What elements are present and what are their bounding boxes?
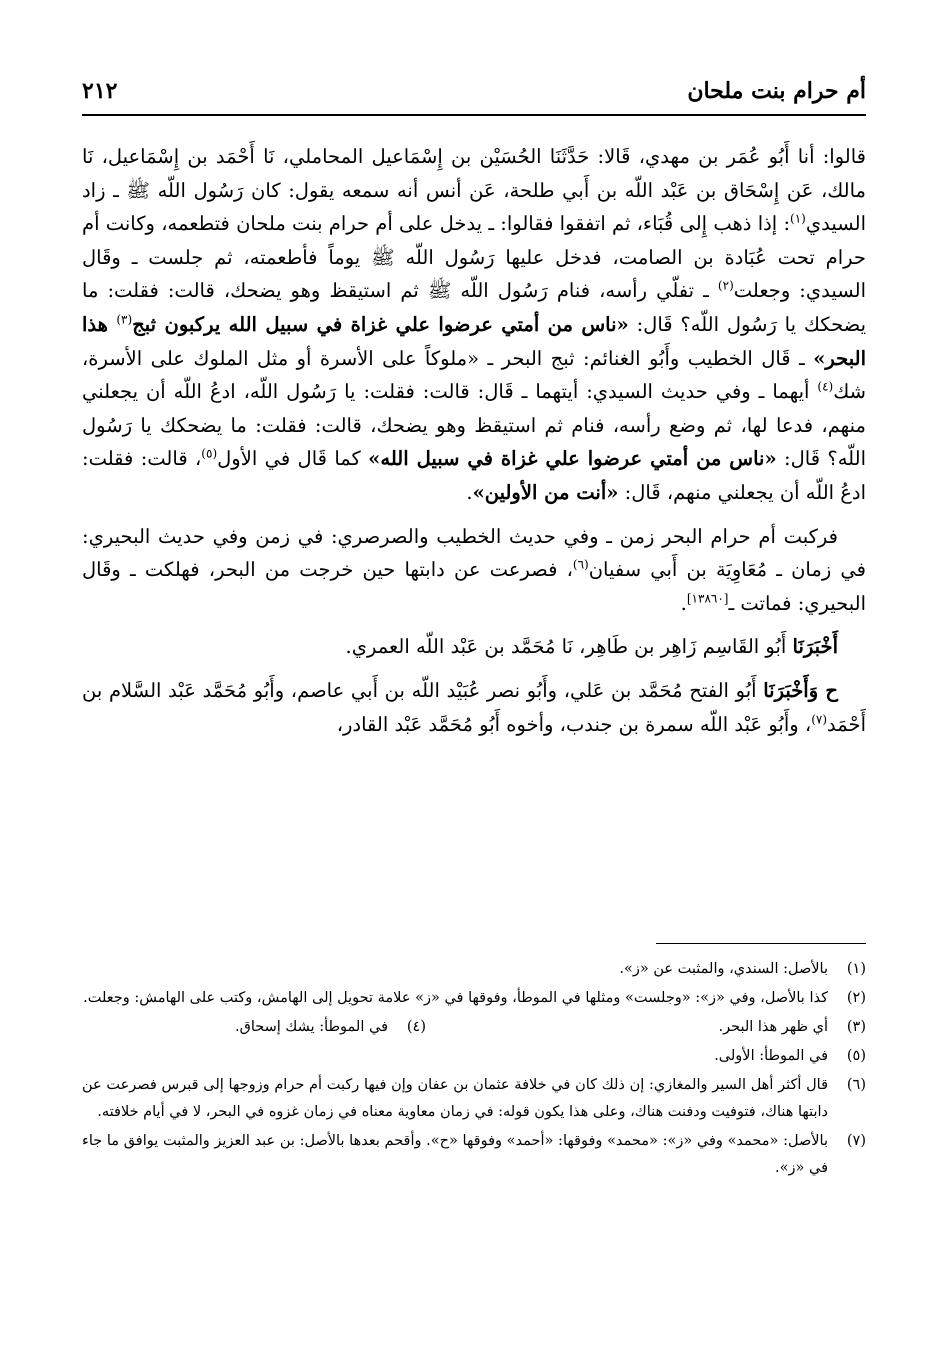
footnote <box>82 956 866 983</box>
paragraph-1: قالوا: أنا أَبُو عُمَر بن مهدي، قَالا: حَدَّثَنَا الحُسَيْن بن إِسْمَاعيل المحاملي، نَا أَحْمَد بن إِسْمَاعيل، نَا مالك، عَن إِسْحَاق بن عَبْد اللّه بن أَبي طلحة، عَن أنس أنه سمعه يقول: كان رَسُول اللّه ﷺ ـ زاد السيدي$^{(١)}$: إذا ذهب إِلى قُبَاء، ثم اتفقوا فقالوا: ـ يدخل على أم حرام بنت ملحان فتطعمه، وكانت أم حرام تحت عُبَادة بن الصامت، فدخل عليها رَسُول اللّه ﷺ يوماً فأطعمته، ثم جلست ـ وقَال السيدي: وجعلت$^{(٢)}$ ـ تفلّي رأسه، فنام رَسُول اللّه ﷺ ثم استيقظ وهو يضحك، قالت: فقلت: ما يضحكك يا رَسُول اللّه؟ قَال: «ناس من أمتي عرضوا علي غزاة في سبيل الله يركبون ثبج$^{(٣)}$ هذا البحر» ـ قَال الخطيب وأَبُو الغنائم: ثبج البحر ـ «ملوكاً على الأسرة أو مثل الملوك على الأسرة، شك$^{(٤)}$ أيهما ـ وفي حديث السيدي: أيتهما ـ قَال: قالت: فقلت: يا رَسُول اللّه، ادعُ اللّه أن يجعلني منهم، فدعا لها، ثم وضع رأسه، فنام ثم استيقظ وهو يضحك، قالت: فقلت: ما يضحكك يا رَسُول اللّه؟ قَال: «ناس من أمتي عرضوا علي غزاة في سبيل الله» كما قَال في الأول$^{(٥)}$، قالت: فقلت: ادعُ اللّه أن يجعلني منهم، قَال: «أنت من الأولين». <box>82 145 866 504</box>
footnote-text: بالأصل: «محمد» وفي «ز»: «محمد» وفوقها: «أحمد» وفوقها «ح». وأقحم بعدها بالأصل: بن عبد العزيز والمثبت يوافق ما جاء في «ز». <box>82 1133 828 1176</box>
footnote-ref-4: (٤) <box>817 379 834 394</box>
footnote <box>82 1128 866 1182</box>
footnote-text: في الموطأ: يشك إسحاق. <box>234 1019 388 1035</box>
footnote <box>82 1043 866 1070</box>
footnote-pair <box>82 1014 866 1043</box>
footnote-text: بالأصل: السندي، والمثبت عن «ز». <box>619 961 828 977</box>
main-text <box>82 140 866 751</box>
footnote-number: (٣) <box>846 1019 866 1035</box>
page-header <box>82 70 866 112</box>
footnotes <box>82 956 866 1184</box>
footnote <box>82 1072 866 1126</box>
footnote-number: (٢) <box>846 990 866 1006</box>
paragraph-4: ح وَأَخْبَرَنَا أَبُو الفتح مُحَمَّد بن عَلي، وأَبُو نصر عُبَيْد اللّه بن أَبي عاصم، وأَبُو مُحَمَّد عَبْد السَّلام بن أَحْمَد$^{(٧)}$، وأَبُو عَبْد اللّه سمرة بن جندب، وأخوه أَبُو مُحَمَّد عَبْد القادر، <box>82 678 866 736</box>
footnote-text: كذا بالأصل، وفي «ز»: «وجلست» ومثلها في الموطأ، وفوقها في «ز» علامة تحويل إلى الهامش، وكتب على الهامش: وجعلت. <box>83 990 828 1006</box>
footnote-ref-6: (٦) <box>572 557 589 572</box>
narration-lead: أَخْبَرَنَا <box>792 635 838 659</box>
footnote-number: (١) <box>846 961 866 977</box>
narration-lead-2: ح وَأَخْبَرَنَا <box>763 678 839 702</box>
footnote <box>235 1014 426 1041</box>
footnote-ref-2: (٢) <box>717 278 734 293</box>
footnote-ref-5: (٥) <box>201 446 218 461</box>
footnote-separator <box>656 943 866 944</box>
footnote-number: (٤) <box>406 1019 426 1035</box>
footnote-ref-3: (٣) <box>116 312 133 327</box>
page-number: ٢١٢ <box>82 78 118 104</box>
hadith-quote-3: «أنت من الأولين» <box>472 480 619 504</box>
footnote-ref-7: (٧) <box>811 712 828 726</box>
header-rule <box>82 114 866 116</box>
hadith-number: [١٣٨٦٠] <box>686 591 729 606</box>
paragraph-2: فركبت أم حرام البحر زمن ـ وفي حديث الخطيب والصرصري: في زمن وفي حديث البحيري: في زمان ـ مُعَاوِيَة بن أَبي سفيان$^{(٦)}$، فصرعت عن دابتها حين خرجت من البحر، فهلكت ـ وقَال البحيري: فماتت ـ[١٣٨٦٠]. <box>82 524 866 615</box>
footnote-number: (٦) <box>846 1077 866 1093</box>
hadith-quote-1: «ناس من أمتي عرضوا علي غزاة في سبيل الله يركبون ثبج <box>132 312 629 336</box>
footnote-text: أي ظهر هذا البحر. <box>718 1019 828 1035</box>
footnote <box>486 1014 866 1041</box>
hadith-quote-1-end: هذا البحر» <box>82 312 866 370</box>
running-title: أم حرام بنت ملحان <box>687 78 866 104</box>
footnote-text: في الموطأ: الأولى. <box>714 1048 828 1064</box>
hadith-quote-2: «ناس من أمتي عرضوا علي غزاة في سبيل الله» <box>368 447 777 471</box>
paragraph-3: أَخْبَرَنَا أَبُو القَاسِم زَاهِر بن طَاهِر، نَا مُحَمَّد بن عَبْد اللّه العمري. <box>345 635 838 659</box>
footnote-number: (٥) <box>846 1048 866 1064</box>
footnote-text: قال أكثر أهل السير والمغازي: إن ذلك كان في خلافة عثمان بن عفان وإن فيها ركبت أم حرام وزوجها إلى قبرس فصرعت عن دابتها هناك، فتوفيت ودفنت هناك، وعلى هذا يكون قوله: في زمان معاوية معناه في زمان غزوه في البحر، لا في أيام خلافته. <box>82 1077 828 1120</box>
footnote <box>82 985 866 1012</box>
footnote-number: (٧) <box>846 1133 866 1149</box>
footnote-ref-1: (١) <box>790 211 806 226</box>
